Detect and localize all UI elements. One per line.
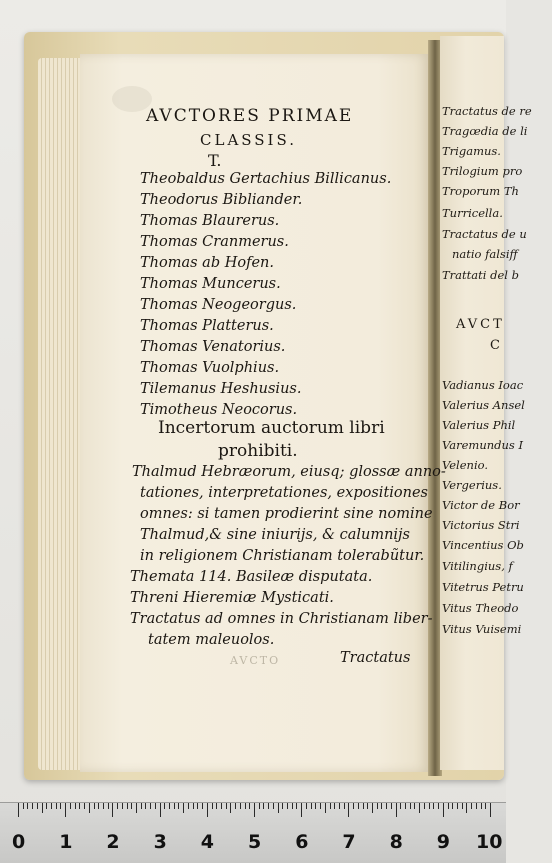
ruler-tick [301,803,302,817]
ruler-label: 1 [59,831,73,853]
ruler-tick [481,803,482,809]
right-page-line: Tractatus de re [442,104,532,118]
ruler-tick [230,803,231,813]
right-page-line: Vincentius Ob [442,538,524,552]
ruler-label: 3 [153,831,167,853]
right-page-line: Troporum Th [442,184,519,198]
ruler-tick [127,803,128,809]
ruler-tick [108,803,109,809]
author-entry: Thomas Neogeorgus. [140,297,297,313]
ruler-tick [457,803,458,809]
ruler-tick [174,803,175,809]
ruler-tick [164,803,165,809]
ruler-tick [46,803,47,809]
thalmud-line: Thalmud,& sine iniurijs, & calumnijs [140,527,410,543]
ruler-tick [145,803,146,809]
ruler-tick [353,803,354,809]
measurement-ruler [0,802,506,863]
author-entry: Timotheus Neocorus. [140,402,298,418]
ruler-tick [178,803,179,809]
ruler-tick [452,803,453,809]
ruler-tick [466,803,467,813]
author-entry: Thomas ab Hofen. [140,255,274,271]
ruler-tick [429,803,430,809]
ruler-tick [433,803,434,809]
author-entry: Tilemanus Heshusius. [140,381,302,397]
ruler-tick [112,803,113,817]
ruler-tick [471,803,472,809]
author-entry: Thomas Blaurerus. [140,213,280,229]
section-heading-line1: Incertorum auctorum libri [158,418,385,438]
ruler-tick [438,803,439,809]
ruler-tick [202,803,203,809]
themata-entry: Themata 114. Basileæ disputata. [130,569,373,585]
ruler-tick [60,803,61,809]
ruler-tick [259,803,260,809]
ruler-tick [235,803,236,809]
ruler-tick [296,803,297,809]
ruler-tick [315,803,316,809]
ruler-tick [311,803,312,809]
ruler-tick [56,803,57,809]
right-page-line: Valerius Phil [442,418,516,432]
right-page-line: Victorius Stri [442,518,520,532]
catchword: Tractatus [340,650,411,666]
ruler-tick [23,803,24,809]
right-page-line: Vitetrus Petru [442,580,524,594]
right-page-line: Varemundus I [442,438,523,452]
thalmud-line: omnes: si tamen prodierint sine nomine [140,506,433,522]
ruler-tick [27,803,28,809]
ruler-tick [424,803,425,809]
ruler-label: 4 [200,831,215,853]
ruler-tick [263,803,264,809]
tractatus-line: Tractatus ad omnes in Christianam liber- [130,611,433,627]
ruler-tick [226,803,227,809]
right-page-line: Tragœdia de li [442,124,528,138]
ruler-tick [84,803,85,809]
ruler-tick [282,803,283,809]
ruler-tick [419,803,420,813]
ruler-tick [334,803,335,809]
ruler-tick [254,803,255,817]
ruler-tick [32,803,33,809]
ruler-tick [240,803,241,809]
ruler-tick [273,803,274,809]
ruler-tick [221,803,222,809]
ruler-tick [193,803,194,809]
right-page-line: Trilogium pro [442,164,523,178]
ruler-tick [490,803,491,817]
ruler-tick [155,803,156,809]
ruler-tick [122,803,123,809]
ruler-label: 5 [248,831,262,853]
ruler-tick [400,803,401,809]
ruler-tick [136,803,137,813]
right-page-line: Vergerius. [442,478,502,492]
author-entry: Thomas Vuolphius. [140,360,280,376]
right-page-heading: AVCT [456,317,505,332]
ruler-tick [414,803,415,809]
ruler-tick [476,803,477,809]
threni-entry: Threni Hieremiæ Mysticati. [130,590,334,606]
ruler-tick [75,803,76,809]
ruler-tick [372,803,373,813]
ruler-tick [169,803,170,809]
ruler-tick [325,803,326,813]
ruler-tick [212,803,213,809]
thalmud-line: tationes, interpretationes, expositiones [140,485,429,501]
right-page-line: Valerius Ansel [442,398,525,412]
page-title-line2: CLASSIS. [200,131,297,149]
right-page-line: Turricella. [442,206,503,220]
ruler-tick [42,803,43,813]
author-entry: Thomas Muncerus. [140,276,281,292]
ruler-tick [348,803,349,817]
section-heading-line2: prohibiti. [218,441,298,461]
ruler-tick [216,803,217,809]
ruler-tick [131,803,132,809]
section-letter: T. [208,151,222,170]
author-entry: Thomas Platterus. [140,318,274,334]
thalmud-line: in religionem Christianam tolerabũtur. [140,548,425,564]
ruler-tick [386,803,387,809]
ruler-tick [377,803,378,809]
ruler-tick [94,803,95,809]
thalmud-line: Thalmud Hebræorum, eiusq; glossæ anno- [132,464,446,480]
ruler-tick [117,803,118,809]
ruler-tick [410,803,411,809]
ruler-tick [141,803,142,809]
ruler-tick [245,803,246,809]
ruler-tick [443,803,444,817]
ruler-tick [367,803,368,809]
right-page-line: Vitus Theodo [442,601,519,615]
ruler-tick [37,803,38,809]
bleed-through-text: AVCTO [230,654,281,667]
page-title-line1: AVCTORES PRIMAE [146,106,354,126]
ruler-tick [344,803,345,809]
right-page-line: natio falsiff [452,247,518,261]
ruler-tick [448,803,449,809]
ruler-tick [391,803,392,809]
right-page-line: Trattati del b [442,268,519,282]
ruler-tick [358,803,359,809]
ruler-tick [306,803,307,809]
ruler-tick [405,803,406,809]
ruler-tick [330,803,331,809]
ruler-tick [89,803,90,813]
author-entry: Thomas Cranmerus. [140,234,289,250]
right-page-line: Trigamus. [442,144,501,158]
ruler-label: 0 [12,831,26,853]
right-page-line: Vitus Vuisemi [442,622,522,636]
ruler-tick [363,803,364,809]
ruler-tick [268,803,269,809]
ruler-tick [188,803,189,809]
ruler-tick [150,803,151,809]
right-page-line: Tractatus de u [442,227,527,241]
ruler-tick [70,803,71,809]
page-edges [38,58,84,770]
ruler-tick [183,803,184,813]
ruler-tick [249,803,250,809]
author-entry: Theobaldus Gertachius Billicanus. [140,171,392,187]
right-page-line: Vitilingius, f [442,559,513,573]
ruler-label: 8 [389,831,403,853]
ruler-tick [103,803,104,809]
ruler-tick [160,803,161,817]
ruler-tick [51,803,52,809]
ruler-tick [278,803,279,813]
ruler-label: 9 [436,831,451,853]
ruler-tick [292,803,293,809]
ruler-tick [287,803,288,809]
right-page-line: Vadianus Ioac [442,378,524,392]
ruler-tick [462,803,463,809]
ruler-tick [197,803,198,809]
ruler-tick [79,803,80,809]
ruler-label: 2 [106,831,120,853]
right-page-heading: C [490,338,503,353]
right-page-line: Velenio. [442,458,488,472]
ruler-tick [320,803,321,809]
ruler-tick [65,803,66,817]
ruler-tick [207,803,208,817]
ruler-tick [339,803,340,809]
ruler-tick [18,803,19,817]
tractatus-line: tatem maleuolos. [148,632,275,648]
ruler-tick [98,803,99,809]
author-entry: Theodorus Bibliander. [140,192,303,208]
author-entry: Thomas Venatorius. [140,339,286,355]
ruler-tick [381,803,382,809]
right-page-line: Victor de Bor [442,498,520,512]
ruler-label: 6 [295,831,309,853]
ruler-tick [396,803,397,817]
ruler-tick [485,803,486,809]
ruler-label: 10 [476,831,503,853]
ruler-label: 7 [342,831,356,853]
